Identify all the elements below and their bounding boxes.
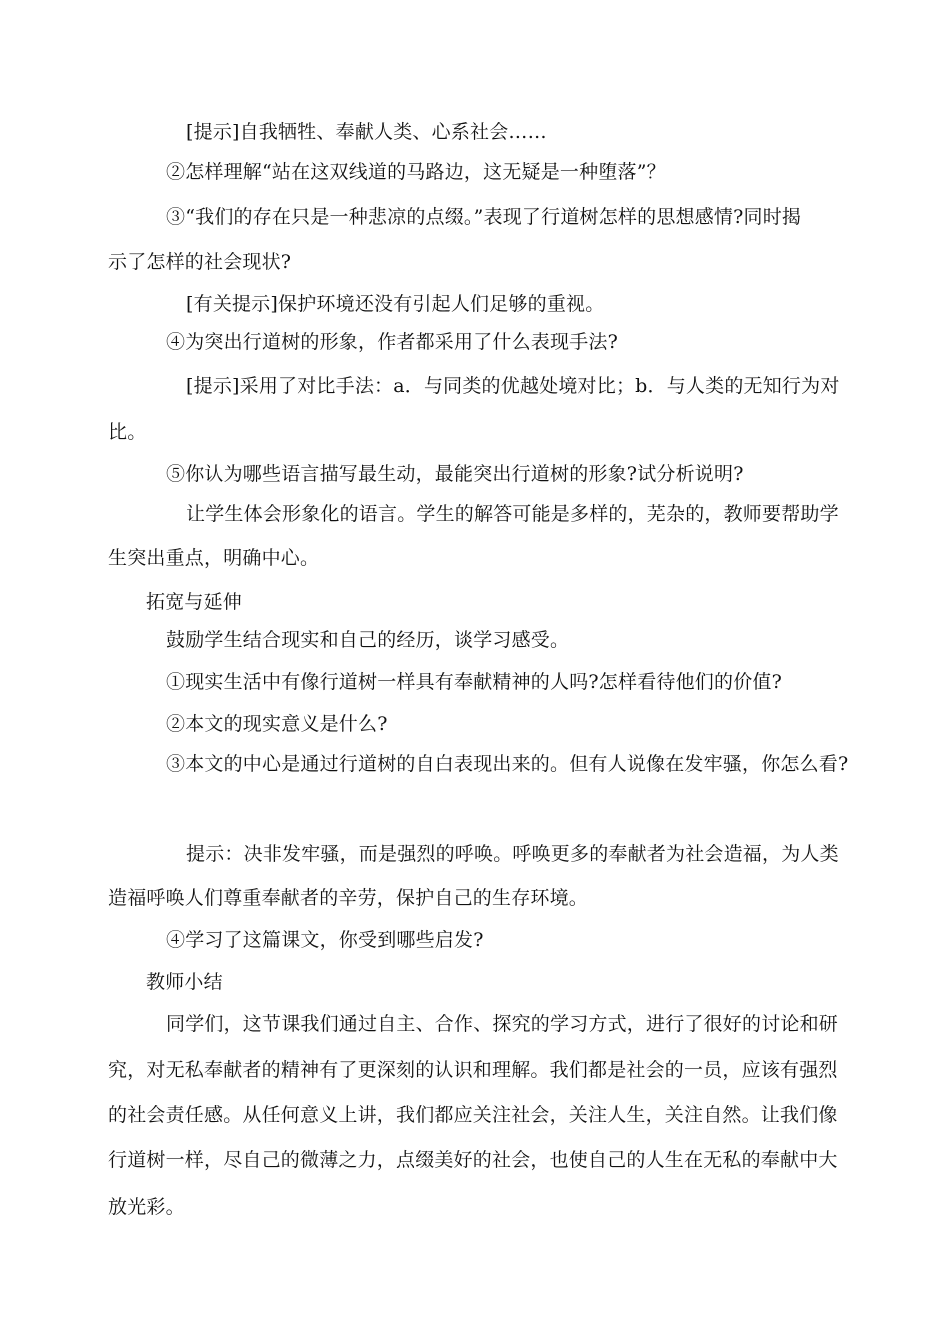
- section-heading: 教师小结: [146, 971, 223, 993]
- text-line: ④为突出行道树的形象，作者都采用了什么表现手法?: [166, 331, 618, 353]
- text-line: ③“我们的存在只是一种悲凉的点缀。”表现了行道树怎样的思想感情?同时揭: [166, 206, 802, 228]
- text-line: 放光彩。: [108, 1196, 185, 1218]
- text-line: 造福呼唤人们尊重奉献者的辛劳，保护自己的生存环境。: [108, 887, 589, 909]
- text-line: 鼓励学生结合现实和自己的经历，谈学习感受。: [166, 629, 570, 651]
- text-line: ②本文的现实意义是什么?: [166, 713, 388, 735]
- text-line: 提示：决非发牢骚，而是强烈的呼唤。呼唤更多的奉献者为社会造福，为人类: [186, 843, 839, 865]
- text-line: ④学习了这篇课文，你受到哪些启发?: [166, 929, 484, 951]
- section-heading: 拓宽与延伸: [146, 591, 243, 613]
- text-line: ⑤你认为哪些语言描写最生动，最能突出行道树的形象?试分析说明?: [166, 463, 744, 485]
- text-line: [提示]自我牺牲、奉献人类、心系社会……: [186, 121, 547, 143]
- text-line: 究，对无私奉献者的精神有了更深刻的认识和理解。我们都是社会的一员，应该有强烈: [108, 1059, 838, 1081]
- text-line: ③本文的中心是通过行道树的自白表现出来的。但有人说像在发牢骚，你怎么看?: [166, 753, 849, 775]
- text-line: 生突出重点，明确中心。: [108, 547, 320, 569]
- text-line: ②怎样理解“站在这双线道的马路边，这无疑是一种堕落”？: [166, 161, 666, 183]
- text-line: 行道树一样，尽自己的微薄之力，点缀美好的社会，也使自己的人生在无私的奉献中大: [108, 1149, 838, 1171]
- text-line: 让学生体会形象化的语言。学生的解答可能是多样的，芜杂的，教师要帮助学: [186, 503, 839, 525]
- text-line: 同学们，这节课我们通过自主、合作、探究的学习方式，进行了很好的讨论和研: [166, 1013, 839, 1035]
- text-line: 示了怎样的社会现状?: [108, 251, 292, 273]
- text-line: 的社会责任感。从任何意义上讲，我们都应关注社会，关注人生，关注自然。让我们像: [108, 1104, 838, 1126]
- text-line: [提示]采用了对比手法：a．与同类的优越处境对比；b．与人类的无知行为对: [186, 375, 840, 397]
- text-line: ①现实生活中有像行道树一样具有奉献精神的人吗?怎样看待他们的价值?: [166, 671, 782, 693]
- text-line: 比。: [108, 421, 147, 443]
- text-line: [有关提示]保护环境还没有引起人们足够的重视。: [186, 293, 605, 315]
